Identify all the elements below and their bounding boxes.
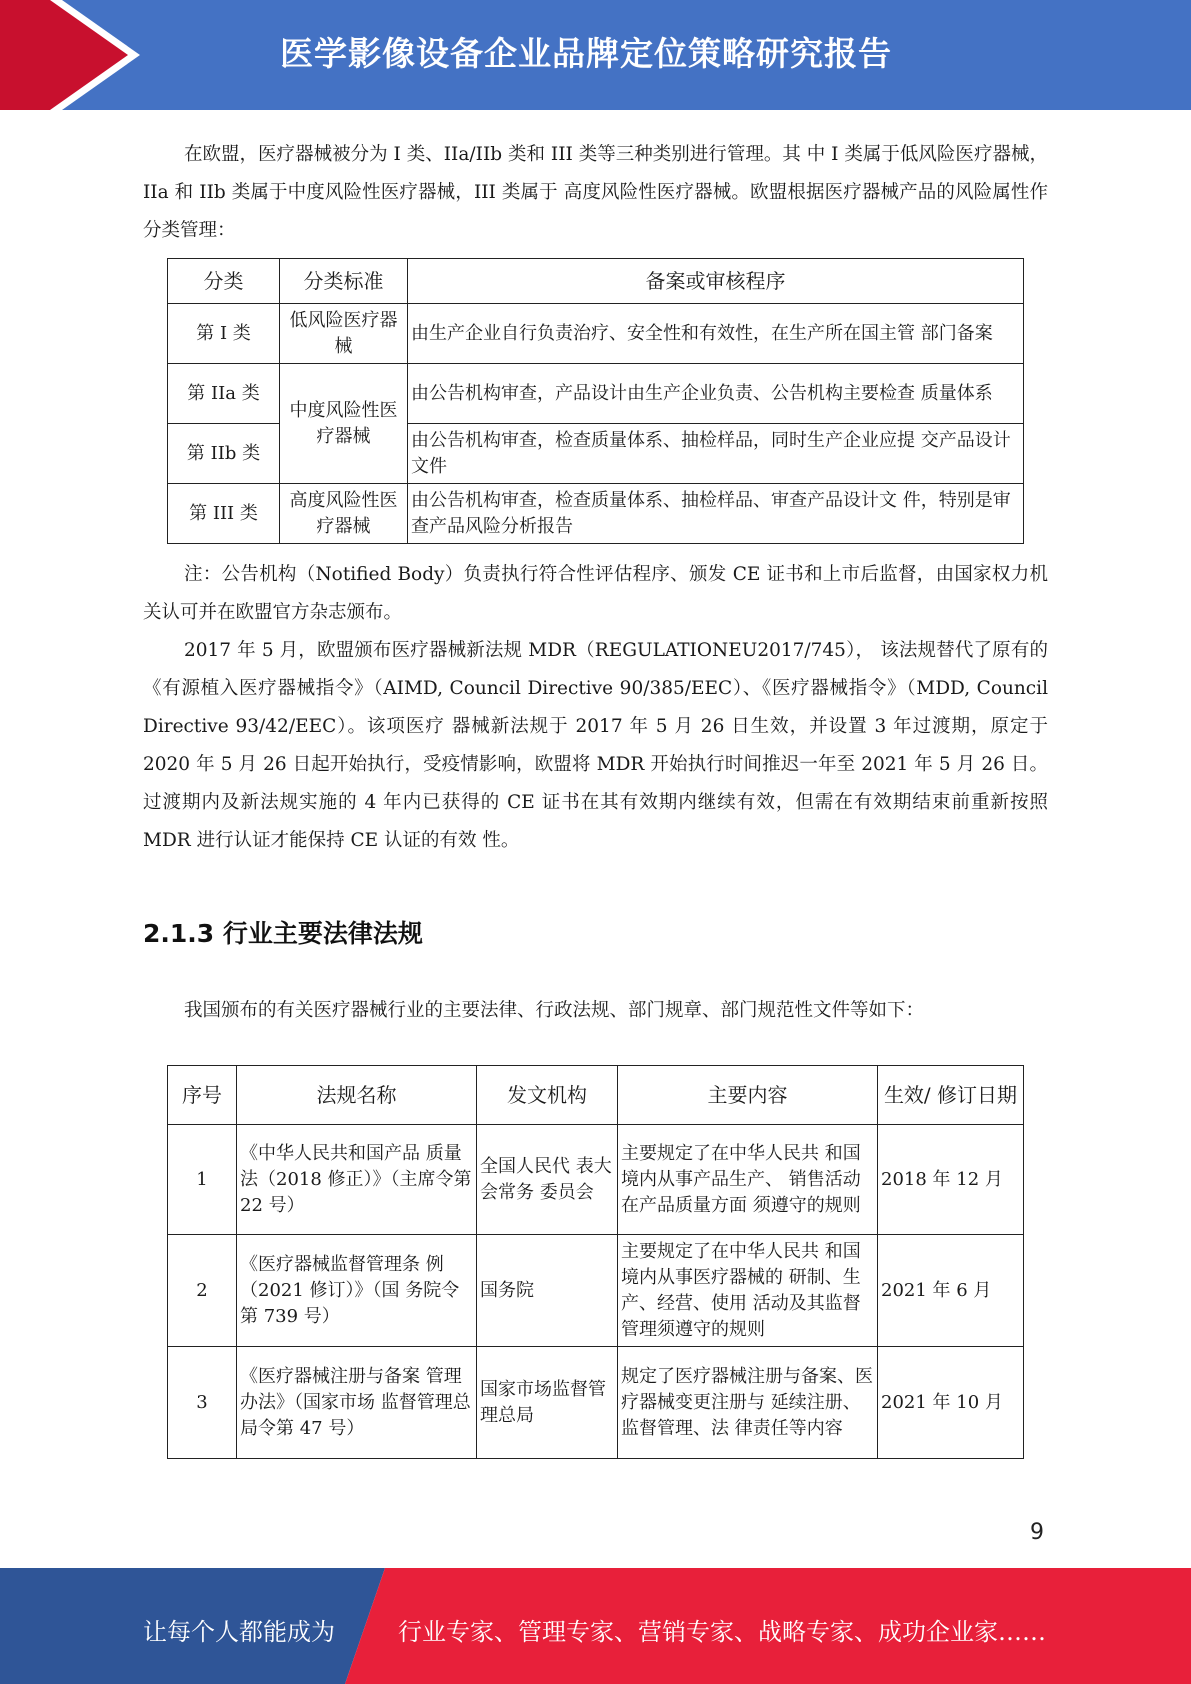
section-heading: 2.1.3 行业主要法律法规 (143, 919, 423, 948)
footer-banner (0, 1568, 1191, 1684)
class-cell: 第 IIb 类 (168, 424, 280, 484)
content-cell: 规定了医疗器械注册与备案、医疗器械变更注册与 延续注册、监督管理、法 律责任等内容 (618, 1347, 878, 1459)
table-header-cell: 序号 (168, 1066, 237, 1125)
table-header-cell: 分类标准 (280, 259, 408, 304)
table-header-cell: 法规名称 (237, 1066, 477, 1125)
table-row (168, 364, 1024, 424)
table-header-row (168, 259, 1024, 304)
issuer-cell: 国家市场监督管理总局 (477, 1347, 618, 1459)
footer-slogan-right: 行业专家、管理专家、营销专家、战略专家、成功企业家…… (398, 1618, 1046, 1646)
table-header-cell: 发文机构 (477, 1066, 618, 1125)
paragraph-mdr: 2017 年 5 月，欧盟颁布医疗器械新法规 MDR（REGULATIONEU2017/745）， 该法规替代了原有的《有源植入医疗器械指令》（AIMD, Council Directive 90/385/EEC）、《医疗器械指令》（MDD, Council Directive 93/42/EEC）。该项医疗 器械新法规于 2017 年 5 月 26 日生效，并设置 3 年过渡期，原定于 2020 年 5 月 26 日起开始执行，受疫情影响，欧盟将 MDR 开始执行时间推迟一年至 2021 年 5 月 26 日。过渡期内及新法规实施的 4 年内已获得的 CE 证书在其有效期内继续有效，但需在有效期结束前重新按照 MDR 进行认证才能保持 CE 认证的有效 性。 (143, 640, 1048, 851)
number-cell: 1 (168, 1125, 237, 1235)
class-cell: 第 IIa 类 (168, 364, 280, 424)
report-title: 医学影像设备企业品牌定位策略研究报告 (280, 34, 892, 73)
number-cell: 3 (168, 1347, 237, 1459)
table-row (168, 1235, 1024, 1347)
regulation-name-cell: 《中华人民共和国产品 质量法（2018 修正）》（主席令第 22 号） (237, 1125, 477, 1235)
paragraph-eu-classification: 在欧盟，医疗器械被分为 I 类、IIa/IIb 类和 III 类等三种类别进行管理。其 中 I 类属于低风险医疗器械，IIa 和 IIb 类属于中度风险性医疗器械，III 类属于 高度风险性医疗器械。欧盟根据医疗器械产品的风险属性作分类管理： (143, 144, 1048, 241)
procedure-cell: 由公告机构审查，产品设计由生产企业负责、公告机构主要检查 质量体系 (408, 364, 1024, 424)
content-cell: 主要规定了在中华人民共 和国境内从事医疗器械的 研制、生产、经营、使用 活动及其监督管理须遵守的规则 (618, 1235, 878, 1347)
procedure-cell: 由生产企业自行负责治疗、安全性和有效性，在生产所在国主管 部门备案 (408, 304, 1024, 364)
regulations-table (167, 1065, 1024, 1459)
page-number: 9 (1030, 1520, 1044, 1545)
date-cell: 2018 年 12 月 (878, 1125, 1024, 1235)
table-header-row (168, 1066, 1024, 1125)
footer-slogan-left: 让每个人都能成为 (143, 1618, 335, 1646)
table-row (168, 484, 1024, 544)
regulation-name-cell: 《医疗器械注册与备案 管理办法》（国家市场 监督管理总局令第 47 号） (237, 1347, 477, 1459)
criteria-cell: 低风险医疗器械 (280, 304, 408, 364)
table-header-cell: 分类 (168, 259, 280, 304)
table-row (168, 1347, 1024, 1459)
number-cell: 2 (168, 1235, 237, 1347)
table-header-cell: 主要内容 (618, 1066, 878, 1125)
section-intro: 我国颁布的有关医疗器械行业的主要法律、行政法规、部门规章、部门规范性文件等如下： (184, 1000, 925, 1021)
criteria-cell: 中度风险性医疗器械 (280, 364, 408, 484)
date-cell: 2021 年 6 月 (878, 1235, 1024, 1347)
table-row (168, 304, 1024, 364)
date-cell: 2021 年 10 月 (878, 1347, 1024, 1459)
table-header-cell: 备案或审核程序 (408, 259, 1024, 304)
criteria-cell: 高度风险性医疗器械 (280, 484, 408, 544)
class-cell: 第 I 类 (168, 304, 280, 364)
main-content (143, 136, 1048, 860)
table-row (168, 1125, 1024, 1235)
issuer-cell: 全国人民代 表大会常务 委员会 (477, 1125, 618, 1235)
paragraph-note: 注：公告机构（Notified Body）负责执行符合性评估程序、颁发 CE 证书和上市后监督，由国家权力机关认可并在欧盟官方杂志颁布。 (143, 564, 1048, 623)
regulation-name-cell: 《医疗器械监督管理条 例（2021 修订）》（国 务院令第 739 号） (237, 1235, 477, 1347)
eu-classification-table (167, 258, 1024, 544)
header-banner (0, 0, 1191, 110)
table-header-cell: 生效/ 修订日期 (878, 1066, 1024, 1125)
procedure-cell: 由公告机构审查，检查质量体系、抽检样品、审查产品设计文 件，特别是审查产品风险分析报告 (408, 484, 1024, 544)
procedure-cell: 由公告机构审查，检查质量体系、抽检样品，同时生产企业应提 交产品设计文件 (408, 424, 1024, 484)
class-cell: 第 III 类 (168, 484, 280, 544)
content-cell: 主要规定了在中华人民共 和国境内从事产品生产、 销售活动在产品质量方面 须遵守的规则 (618, 1125, 878, 1235)
issuer-cell: 国务院 (477, 1235, 618, 1347)
